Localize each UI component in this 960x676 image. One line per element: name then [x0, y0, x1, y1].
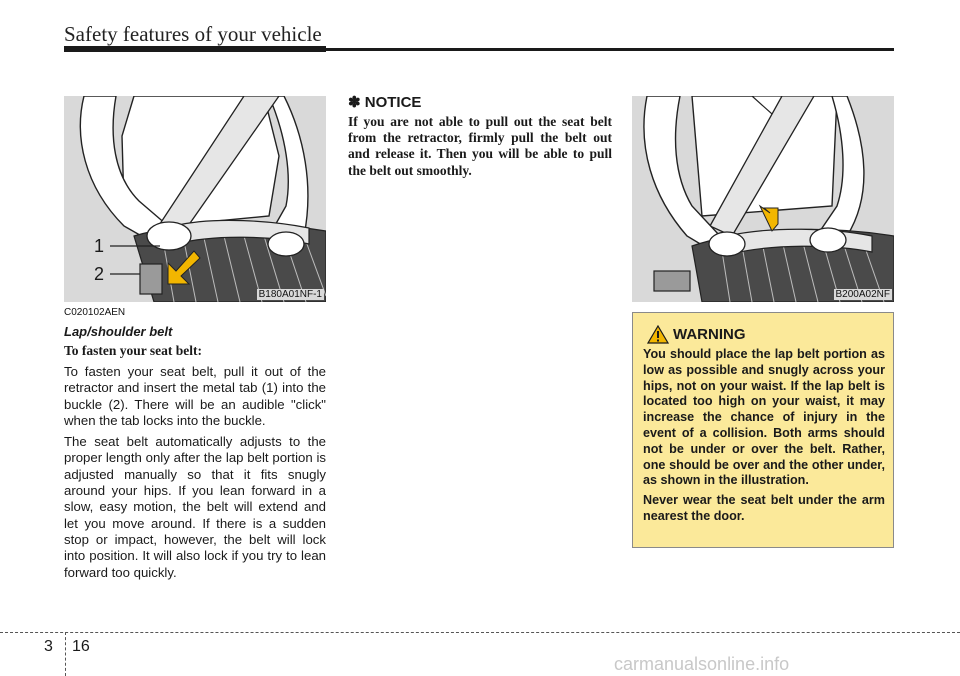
- callout-1: 1: [94, 236, 105, 256]
- warning-paragraph: You should place the lap belt portion as low as possible and snugly across your hips, not on your waist. If the lap belt is located too high on your waist, it may increase the chance of injury in the event of a collision. Both arms should not be under or over the belt. Rather, one should be over and the other under, as shown in the illustration.: [643, 347, 885, 488]
- figure-caption: B180A01NF-1: [258, 289, 322, 300]
- chapter-number: 3: [44, 638, 53, 655]
- left-column: [64, 307, 326, 586]
- figure-lap-belt-position: [632, 96, 894, 302]
- footer-divider: [65, 632, 66, 676]
- lap-belt-illustration: [632, 96, 894, 302]
- page-number: 16: [72, 638, 90, 655]
- header-title: Safety features of your vehicle: [64, 22, 322, 46]
- header-rule: [64, 48, 894, 51]
- fasten-heading: To fasten your seat belt:: [64, 343, 202, 358]
- paragraph: The seat belt automatically adjusts to the proper length only after the lap belt portion is adjusted manually so that it fits snugly around your hips. If you lean forward in a slow, easy motion, the belt will extend and let you move around. If there is a sudden stop or impact, however, the belt will lock into position. It will also lock if you try to lean forward too quickly.: [64, 434, 326, 580]
- callout-2: 2: [94, 264, 105, 284]
- figure-caption: B200A02NF: [835, 289, 890, 300]
- watermark: carmanualsonline.info: [614, 654, 790, 674]
- figure-fasten-belt: [64, 96, 326, 302]
- notice-body: If you are not able to pull out the seat belt from the retractor, firmly pull the belt out and release it. Then you will be able to pull the belt out smoothly.: [348, 114, 612, 178]
- section-subheading: Lap/shoulder belt: [64, 324, 173, 339]
- notice-title-text: NOTICE: [364, 94, 422, 111]
- warning-header: [647, 325, 885, 344]
- notice-title: [348, 93, 612, 111]
- notice: [348, 93, 612, 179]
- warning-paragraph: Never wear the seat belt under the arm nearest the door.: [643, 493, 885, 523]
- paragraph: To fasten your seat belt, pull it out of the retractor and insert the metal tab (1) into the buckle (2). There will be an audible "click" when the tab locks into the buckle.: [64, 364, 326, 428]
- warning-triangle-icon: [647, 325, 669, 344]
- warning-box: [632, 312, 894, 548]
- notice-star-icon: ✽: [348, 94, 361, 111]
- section-code: C020102AEN: [64, 307, 126, 318]
- warning-title: WARNING: [673, 326, 746, 343]
- footer-rule: [0, 632, 960, 633]
